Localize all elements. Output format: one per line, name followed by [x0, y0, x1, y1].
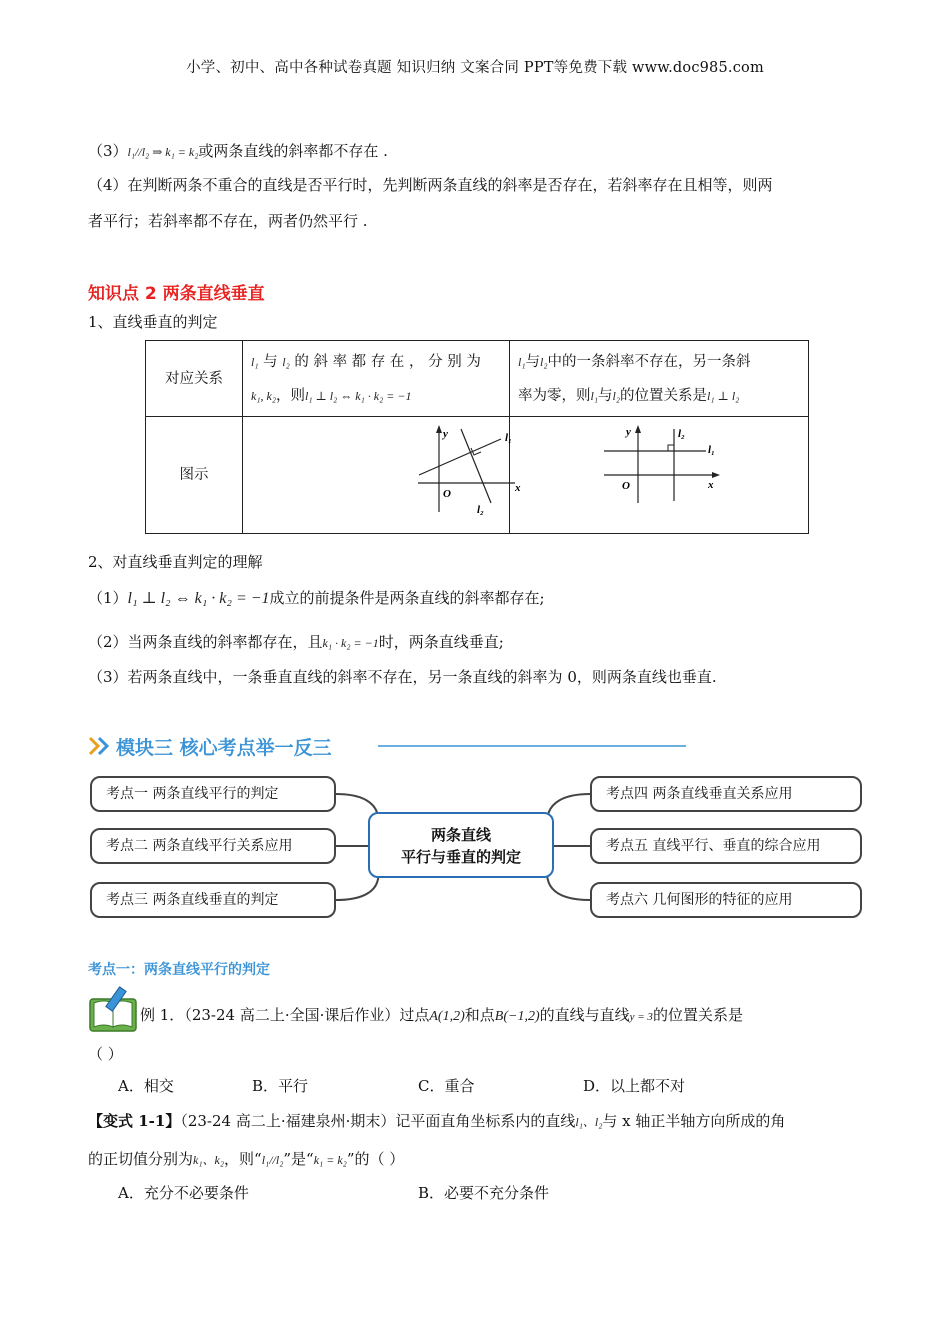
- cell1-text2: 的 斜 率 都 存 在 ， 分 别 为: [289, 353, 481, 370]
- cell-slopes-exist: [243, 341, 510, 417]
- item-3-text: 或两条直线的斜率都不存在 .: [198, 142, 388, 160]
- cell1-l2: l₂: [282, 354, 290, 369]
- understanding-1-label: （1）: [88, 589, 128, 607]
- example-1-paren: （ ）: [88, 1045, 123, 1063]
- understanding-1-text: 成立的前提条件是两条直线的斜率都存在;: [269, 589, 545, 607]
- cell1-text1: 与: [258, 353, 283, 370]
- option-a[interactable]: A．相交: [118, 1077, 174, 1095]
- example-1-end: 的位置关系是: [652, 1006, 743, 1024]
- fig2-y-arrow: [635, 425, 641, 433]
- example-1-source: （23-24 高二上·全国·课后作业）过点: [184, 1006, 430, 1024]
- understanding-2: [88, 630, 504, 655]
- cell2-text1: 与: [525, 353, 541, 370]
- example-1-and: 和点: [464, 1006, 495, 1024]
- figure-cell-2: [510, 417, 809, 534]
- topic-6-box[interactable]: 考点六 几何图形的特征的应用: [590, 882, 862, 918]
- fig1-label-l1: l₁: [505, 432, 512, 444]
- cell-slope-not-exist: [510, 341, 809, 417]
- double-chevron-icon-2: [99, 738, 107, 754]
- fig2-label-l2: l₂: [678, 428, 685, 440]
- topic-5-box[interactable]: 考点五 直线平行、垂直的综合应用: [590, 828, 862, 864]
- understanding-2-math: k₁ · k₂ = −1: [322, 636, 379, 650]
- variant-label: 【变式 1-1】: [88, 1112, 181, 1130]
- cell2-l1b: l₁: [590, 388, 599, 403]
- variant-text1: 与 x 轴正半轴方向所成的角: [602, 1112, 786, 1130]
- point-a: A(1,2): [429, 1009, 465, 1024]
- perpendicular-table: [145, 340, 809, 534]
- cell1-math: l₁ ⊥ l₂ ⇔ k₁ · k₂ = −1: [305, 388, 412, 403]
- fig2-right-angle-mark: [668, 445, 674, 451]
- center-line-2: 平行与垂直的判定: [400, 848, 521, 866]
- understanding-3: （3）若两条直线中，一条垂直直线的斜率不存在，另一条直线的斜率为 0，则两条直线也垂直.: [88, 668, 717, 686]
- variant-math1: l₁//l₂: [261, 1153, 284, 1167]
- fig1-label-o: O: [443, 488, 451, 500]
- option-c[interactable]: C．重合: [418, 1077, 475, 1095]
- cell2-l1: l₁: [518, 354, 526, 369]
- cell2-math: l₁ ⊥ l₂: [707, 388, 740, 403]
- example-1: [140, 1003, 743, 1029]
- variant-text3: ，则“: [224, 1150, 262, 1168]
- fig2-label-o: O: [622, 480, 630, 492]
- mindmap-center: [368, 812, 554, 878]
- example-1-label: 例 1．: [140, 1006, 185, 1024]
- row-label-relation: 对应关系: [146, 341, 243, 417]
- fig2-label-l1: l₁: [708, 444, 715, 456]
- fig2-label-y: y: [626, 426, 631, 438]
- point-b: B(−1,2): [494, 1009, 540, 1024]
- variant-text2: 的正切值分别为: [88, 1150, 194, 1168]
- item-3: [88, 139, 388, 164]
- figure-cell-1: [243, 417, 521, 534]
- variant-text5: ”的（ ）: [346, 1150, 405, 1168]
- cell2-l2b: l₂: [612, 388, 621, 403]
- cell2-text2: 中的一条斜率不存在，另一条斜: [547, 353, 751, 370]
- fig1-y-arrow: [436, 425, 442, 433]
- subheading-1: 1、直线垂直的判定: [88, 313, 218, 331]
- topic-4-box[interactable]: 考点四 两条直线垂直关系应用: [590, 776, 862, 812]
- variant-1-1: [88, 1109, 785, 1134]
- double-chevron-icon: [90, 738, 98, 754]
- understanding-2-text-a: （2）当两条直线的斜率都存在，且: [88, 633, 323, 651]
- subheading-2: 2、对直线垂直判定的理解: [88, 553, 263, 571]
- cell1-l1: l₁: [251, 354, 259, 369]
- variant-option-a[interactable]: A．充分不必要条件: [118, 1184, 249, 1202]
- row-label-figure: 图示: [146, 417, 243, 534]
- option-d[interactable]: D．以上都不对: [583, 1077, 686, 1095]
- topic-2-box[interactable]: 考点二 两条直线平行关系应用: [90, 828, 336, 864]
- center-line-1: 两条直线: [430, 826, 491, 844]
- cell2-text3: 率为零，则: [518, 387, 591, 404]
- cell2-l2: l₂: [540, 354, 548, 369]
- module-title: 模块三 核心考点举一反三: [116, 737, 332, 759]
- figure-axis-perpendicular: [510, 417, 808, 519]
- variant-option-b[interactable]: B．必要不充分条件: [418, 1184, 550, 1202]
- understanding-2-text-b: 时，两条直线垂直;: [378, 633, 504, 651]
- variant-k: k₁、k₂: [193, 1153, 225, 1167]
- fig1-line-l1: [419, 439, 501, 475]
- item-4-line1: （4）在判断两条不重合的直线是否平行时，先判断两条直线的斜率是否存在，若斜率存在且相等，则两: [88, 176, 773, 194]
- fig2-label-x: x: [708, 479, 714, 491]
- cell1-k: k₁, k₂: [251, 388, 276, 403]
- section-title-2: 知识点 2 两条直线垂直: [88, 284, 265, 304]
- fig1-label-x: x: [515, 482, 521, 494]
- understanding-1-math: l₁ ⊥ l₂ ⇔ k₁ · k₂ = −1: [127, 590, 270, 607]
- fig1-line-l2: [461, 429, 491, 503]
- topic-1-heading: 考点一：两条直线平行的判定: [88, 962, 270, 978]
- variant-source: （23-24 高二上·福建泉州·期末）记平面直角坐标系内的直线: [180, 1112, 576, 1130]
- fig1-label-l2: l₂: [477, 504, 484, 516]
- item-3-label: （3）: [88, 142, 128, 160]
- fig1-label-y: y: [443, 428, 448, 440]
- variant-math2: k₁ = k₂: [313, 1153, 347, 1167]
- variant-lines: l₁、l₂: [575, 1115, 603, 1129]
- option-b[interactable]: B．平行: [252, 1077, 309, 1095]
- example-1-mid: 的直线与直线: [539, 1006, 630, 1024]
- variant-1-1-line2: [88, 1147, 404, 1172]
- page-header: 小学、初中、高中各种试卷真题 知识归纳 文案合同 PPT等免费下载 www.doc985.com: [186, 60, 764, 76]
- figure-oblique-perpendicular: [243, 417, 521, 519]
- line-y3: y = 3: [629, 1011, 653, 1023]
- cell1-text3: ，则: [276, 387, 305, 404]
- cell2-text4: 与: [598, 387, 613, 404]
- book-pencil-icon: [88, 985, 140, 1033]
- topic-3-box[interactable]: 考点三 两条直线垂直的判定: [90, 882, 336, 918]
- topic-1-box[interactable]: 考点一 两条直线平行的判定: [90, 776, 336, 812]
- fig2-x-arrow: [712, 472, 720, 478]
- cell2-text5: 的位置关系是: [620, 387, 708, 404]
- understanding-1: [88, 586, 545, 611]
- item-4-line2: 者平行；若斜率都不存在，两者仍然平行 .: [88, 212, 368, 230]
- variant-text4: ”是“: [283, 1150, 314, 1168]
- item-3-math: l₁//l₂ ⇒ k₁ = k₂: [127, 145, 199, 159]
